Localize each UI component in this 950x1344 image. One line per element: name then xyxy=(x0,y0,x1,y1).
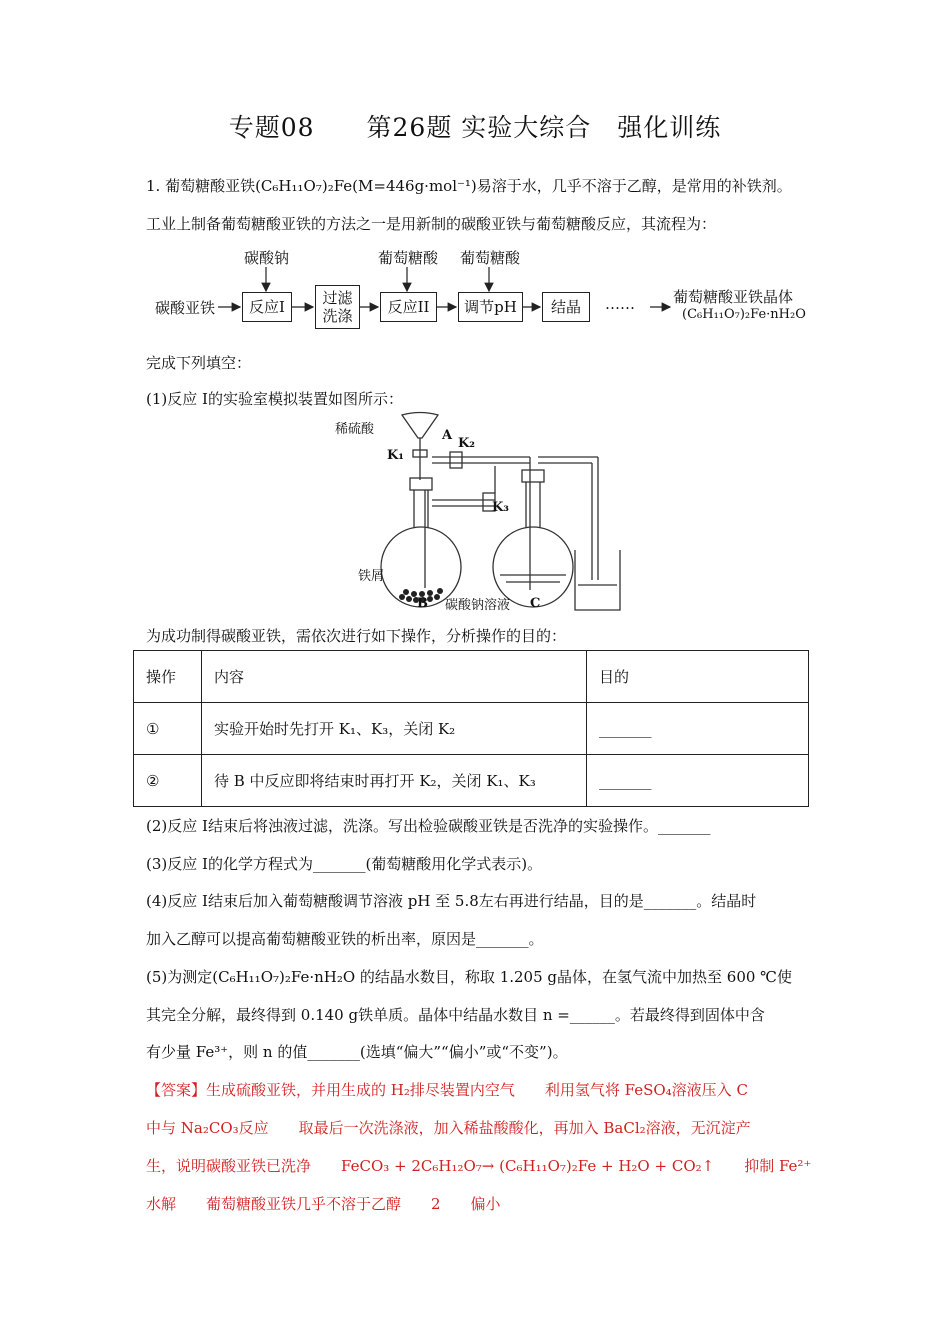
question-part-3: (3)反应 I的化学方程式为_______(葡萄糖酸用化学式表示)。 xyxy=(146,855,543,873)
row-1-purpose: _______ xyxy=(587,703,809,755)
flow-box-reaction-1: 反应I xyxy=(242,292,292,322)
page-title: 专题08 第26题 实验大综合 强化训练 xyxy=(228,113,722,142)
flow-reagent-sodium-carbonate: 碳酸钠 xyxy=(244,249,290,267)
flow-product-label: 葡萄糖酸亚铁晶体 xyxy=(673,288,794,306)
header-content: 内容 xyxy=(202,651,587,703)
question-1-intro-2: 工业上制备葡萄糖酸亚铁的方法之一是用新制的碳酸亚铁与葡萄糖酸反应，其流程为： xyxy=(146,215,717,233)
question-part-5-line-3: 有少量 Fe³⁺，则 n 的值_______(选填“偏大”“偏小”或“不变”)。 xyxy=(146,1043,568,1061)
answer-line-3: 生，说明碳酸亚铁已洗净 FeCO₃ + 2C₆H₁₂O₇→ (C₆H₁₁O₇)₂Fe + H₂O + CO₂↑ 抑制 Fe²⁺ xyxy=(146,1157,812,1175)
question-part-5-line-1: (5)为测定(C₆H₁₁O₇)₂Fe·nH₂O 的结晶水数目，称取 1.205 g晶体，在氢气流中加热至 600 ℃使 xyxy=(146,968,792,986)
apparatus-diagram xyxy=(330,410,630,615)
label-a: A xyxy=(442,428,453,443)
header-purpose: 目的 xyxy=(587,651,809,703)
row-2-op: ② xyxy=(134,755,202,807)
answer-line-4: 水解 葡萄糖酸亚铁几乎不溶于乙醇 2 偏小 xyxy=(146,1195,501,1213)
answer-line-2: 中与 Na₂CO₃反应 取最后一次洗涤液，加入稀盐酸酸化，再加入 BaCl₂溶液，无沉淀产 xyxy=(146,1119,751,1137)
row-1-content: 实验开始时先打开 K₁、K₃，关闭 K₂ xyxy=(202,703,587,755)
question-1-intro: 1. 葡萄糖酸亚铁(C₆H₁₁O₇)₂Fe(M=446g·mol⁻¹)易溶于水，几乎不溶于乙醇，是常用的补铁剂。 xyxy=(146,177,792,195)
flow-start-label: 碳酸亚铁 xyxy=(155,299,216,317)
header-operation: 操作 xyxy=(134,651,202,703)
question-part-5-line-2: 其完全分解，最终得到 0.140 g铁单质。晶体中结晶水数目 n =______。若最终得到固体中含 xyxy=(146,1006,765,1024)
label-dilute-sulfuric-acid: 稀硫酸 xyxy=(335,422,375,437)
label-c: C xyxy=(530,596,541,611)
table-row xyxy=(134,703,809,755)
flow-box-filter-label: 过滤 xyxy=(322,289,353,307)
operations-table xyxy=(133,650,809,807)
row-2-purpose: _______ xyxy=(587,755,809,807)
flow-box-reaction-2: 反应II xyxy=(380,292,437,322)
label-k2: K₂ xyxy=(458,436,475,451)
flow-reagent-gluconic-acid-2: 葡萄糖酸 xyxy=(460,249,521,267)
instruction-complete: 完成下列填空： xyxy=(146,354,252,372)
apparatus-drawing xyxy=(330,410,630,615)
flow-box-adjust-ph: 调节pH xyxy=(458,292,523,322)
flow-box-crystallize: 结晶 xyxy=(542,292,590,322)
question-part-2: (2)反应 I结束后将浊液过滤，洗涤。写出检验碳酸亚铁是否洗净的实验操作。_______ xyxy=(146,817,711,835)
label-iron-filings: 铁屑 xyxy=(358,569,385,584)
question-part-4-line-1: (4)反应 I结束后加入葡萄糖酸调节溶液 pH 至 5.8左右再进行结晶，目的是_______。结晶时 xyxy=(146,892,757,910)
flow-dots: …… xyxy=(605,295,635,313)
answer-line-1: 【答案】生成硫酸亚铁，并用生成的 H₂排尽装置内空气 利用氢气将 FeSO₄溶液压入 C xyxy=(146,1081,748,1099)
question-part-4-line-2: 加入乙醇可以提高葡萄糖酸亚铁的析出率，原因是_______。 xyxy=(146,930,544,948)
table-intro: 为成功制得碳酸亚铁，需依次进行如下操作，分析操作的目的： xyxy=(146,627,567,645)
table-header-row xyxy=(134,651,809,703)
label-sodium-carbonate-solution: 碳酸钠溶液 xyxy=(445,598,511,613)
flow-box-wash-label: 洗涤 xyxy=(322,307,353,325)
row-2-content: 待 B 中反应即将结束时再打开 K₂，关闭 K₁、K₃ xyxy=(202,755,587,807)
flow-product-formula: (C₆H₁₁O₇)₂Fe·nH₂O xyxy=(682,307,806,322)
label-b: B xyxy=(417,596,428,611)
question-part-1: (1)反应 I的实验室模拟装置如图所示： xyxy=(146,390,403,408)
row-1-op: ① xyxy=(134,703,202,755)
flow-box-filter-wash xyxy=(315,285,360,329)
flow-reagent-gluconic-acid-1: 葡萄糖酸 xyxy=(378,249,439,267)
label-k3: K₃ xyxy=(492,500,509,515)
table-row xyxy=(134,755,809,807)
process-flowchart xyxy=(150,245,810,340)
label-k1: K₁ xyxy=(387,448,404,463)
